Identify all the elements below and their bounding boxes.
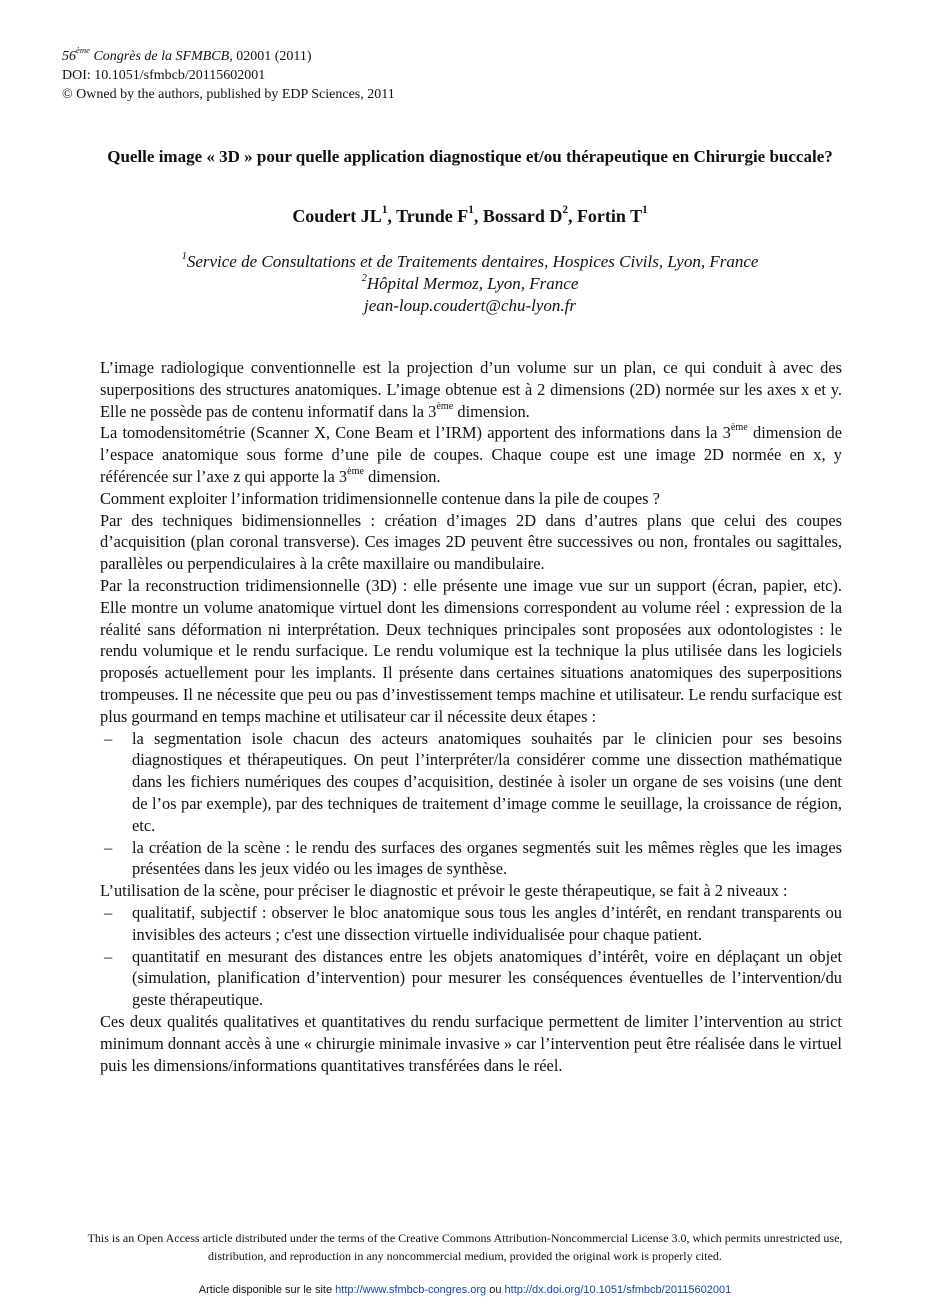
author-name: Trunde F: [396, 206, 469, 226]
affiliation-sup: 1: [181, 250, 187, 262]
congress-rest: , 02001 (2011): [229, 49, 312, 64]
dash-bullet: –: [104, 728, 113, 748]
list-item: [100, 902, 842, 946]
publication-header: [62, 47, 395, 104]
paragraph: Par des techniques bidimensionnelles : création d’images 2D dans d’autres plans que celui des coupes d’acquisition (plan coronal transverse). Ces images 2D peuvent être successives ou non, frontales ou sagittales, parallèles ou perpendiculaires à la crête maxillaire ou mandibulaire.: [100, 510, 842, 574]
author-affiliation-sup: 2: [562, 204, 568, 217]
author-affiliation-sup: 1: [468, 204, 474, 217]
affiliation-text: Hôpital Mermoz, Lyon, France: [366, 274, 579, 293]
ordinal-sup: ème: [730, 422, 748, 434]
dash-bullet: –: [104, 902, 113, 922]
author-list: [100, 206, 840, 227]
list-item-text: la création de la scène : le rendu des surfaces des organes segmentés suit les mêmes règles que les images présentées dans les jeux vidéo ou les images de synthèse.: [132, 837, 842, 879]
paragraph-text: dimension.: [453, 401, 530, 421]
affiliation-line: [100, 273, 840, 295]
paragraph-text: L’image radiologique conventionnelle est la projection d’un volume sur un plan, ce qui conduit à avec des superpositions des structures anatomiques. L’image obtenue est à 2 dimensions (2D) normée sur les axes x et y. Elle ne possède pas de contenu informatif dans la 3: [100, 358, 842, 421]
author-separator: ,: [473, 206, 483, 226]
author-affiliation-sup: 1: [642, 204, 648, 217]
paragraph: Ces deux qualités qualitatives et quantitatives du rendu surfacique permettent de limiter l’intervention au strict minimum donnant accès à une « chirurgie minimale invasive » car l’intervention peut être réalisée dans le virtuel puis les dimensions/informations quantitatives transférées dans le réel.: [100, 1011, 842, 1075]
availability-mid: ou: [486, 1284, 505, 1296]
license-notice: This is an Open Access article distributed under the terms of the Creative Commons Attribution-Noncommercial License 3.0, which permits unrestricted use, distribution, and reproduction in any noncommercial medium, provided the original work is properly cited.: [87, 1231, 843, 1263]
abstract-body: [100, 357, 842, 1076]
copyright-line: © Owned by the authors, published by EDP Sciences, 2011: [62, 87, 395, 102]
congress-site-link[interactable]: http://www.sfmbcb-congres.org: [335, 1284, 487, 1296]
affiliation-sup: 2: [361, 272, 367, 284]
author-name: Bossard D: [482, 206, 563, 226]
congress-name: Congrès de la SFMBCB: [89, 49, 230, 64]
author-separator: ,: [387, 206, 397, 226]
ordinal-sup: ème: [436, 400, 454, 412]
list-item: [100, 837, 842, 881]
dash-bullet: –: [104, 946, 113, 966]
affiliation-line: [100, 251, 840, 273]
ordinal-sup: ème: [347, 466, 365, 477]
paragraph-text: dimension.: [364, 466, 441, 486]
paragraph: Comment exploiter l’information tridimensionnelle contenue dans la pile de coupes ?: [100, 488, 660, 508]
congress-number: 56: [62, 49, 76, 64]
dash-list: [100, 902, 842, 1011]
paragraph: Par la reconstruction tridimensionnelle (3D) : elle présente une image vue sur un support (écran, papier, etc). Elle montre un volume anatomique virtuel dont les dimensions correspondent au volume réel : expression de la réalité sans déformation ni interprétation. Deux techniques principales sont proposées aux odontologistes : le rendu volumique et le rendu surfacique. Le rendu volumique est la technique la plus utilisée dans les logiciels proposés actuellement pour les implants. Il présente dans certaines situations anatomiques des superpositions trompeuses. Il ne nécessite que peu ou pas d’investissement temps machine et utilisateur. Le rendu surfacique est plus gourmand en temps machine et utilisateur car il nécessite deux étapes :: [100, 575, 842, 726]
affiliation-text: Service de Consultations et de Traitements dentaires, Hospices Civils, Lyon, France: [186, 252, 759, 271]
paragraph: [100, 422, 842, 487]
author-separator: ,: [567, 206, 577, 226]
affiliations: [100, 251, 840, 317]
author-name: Coudert JL: [292, 206, 382, 226]
list-item-text: quantitatif en mesurant des distances entre les objets anatomiques d’intérêt, voire en déplaçant un objet (simulation, planification d’intervention) pour mesurer les conséquences éventuelles de l’intervention/du geste thérapeutique.: [132, 946, 842, 1010]
author-name: Fortin T: [576, 206, 643, 226]
paragraph: [100, 357, 842, 422]
paper-title: Quelle image « 3D » pour quelle application diagnostique et/ou thérapeutique en Chirurgie buccale?: [107, 147, 833, 166]
paragraph: L’utilisation de la scène, pour préciser le diagnostic et prévoir le geste thérapeutique, se fait à 2 niveaux :: [100, 881, 788, 901]
author-affiliation-sup: 1: [381, 204, 388, 217]
dash-bullet: –: [104, 837, 113, 857]
list-item: [100, 946, 842, 1011]
list-item-text: qualitatif, subjectif : observer le bloc anatomique sous tous les angles d’intérêt, en rendant transparents ou invisibles des acteurs ; c'est une dissection virtuelle individualisée pour chaque patient.: [132, 902, 842, 944]
doi-line: DOI: 10.1051/sfmbcb/20115602001: [62, 68, 266, 83]
dash-list: [100, 728, 842, 881]
list-item: [100, 728, 842, 837]
paragraph-text: La tomodensitométrie (Scanner X, Cone Beam et l’IRM) apportent des informations dans la 3: [100, 423, 731, 443]
congress-line: [62, 47, 395, 66]
availability-line: [0, 1284, 930, 1296]
availability-prefix: Article disponible sur le site: [198, 1284, 336, 1296]
list-item-text: la segmentation isole chacun des acteurs anatomiques souhaités par le clinicien pour ses besoins diagnostiques et thérapeutiques. On peut l’interpréter/la considérer comme une dissection mathématique dans les fichiers numériques des coupes d’acquisition, destinée à isoler un organe de ses voisins (une dent de l’os par exemple), par des techniques de traitement d’image comme le seuillage, la croissance de région, etc.: [132, 728, 842, 835]
email: jean-loup.coudert@chu-lyon.fr: [363, 296, 577, 315]
doi-link[interactable]: http://dx.doi.org/10.1051/sfmbcb/20115602001: [504, 1284, 732, 1296]
paragraph-text: dimension de l’espace anatomique sous forme d’une pile de coupes. Chaque coupe est une image 2D normée en x, y référencée sur l’axe z qui apporte la 3: [100, 423, 842, 486]
congress-number-sup: ème: [76, 45, 90, 56]
